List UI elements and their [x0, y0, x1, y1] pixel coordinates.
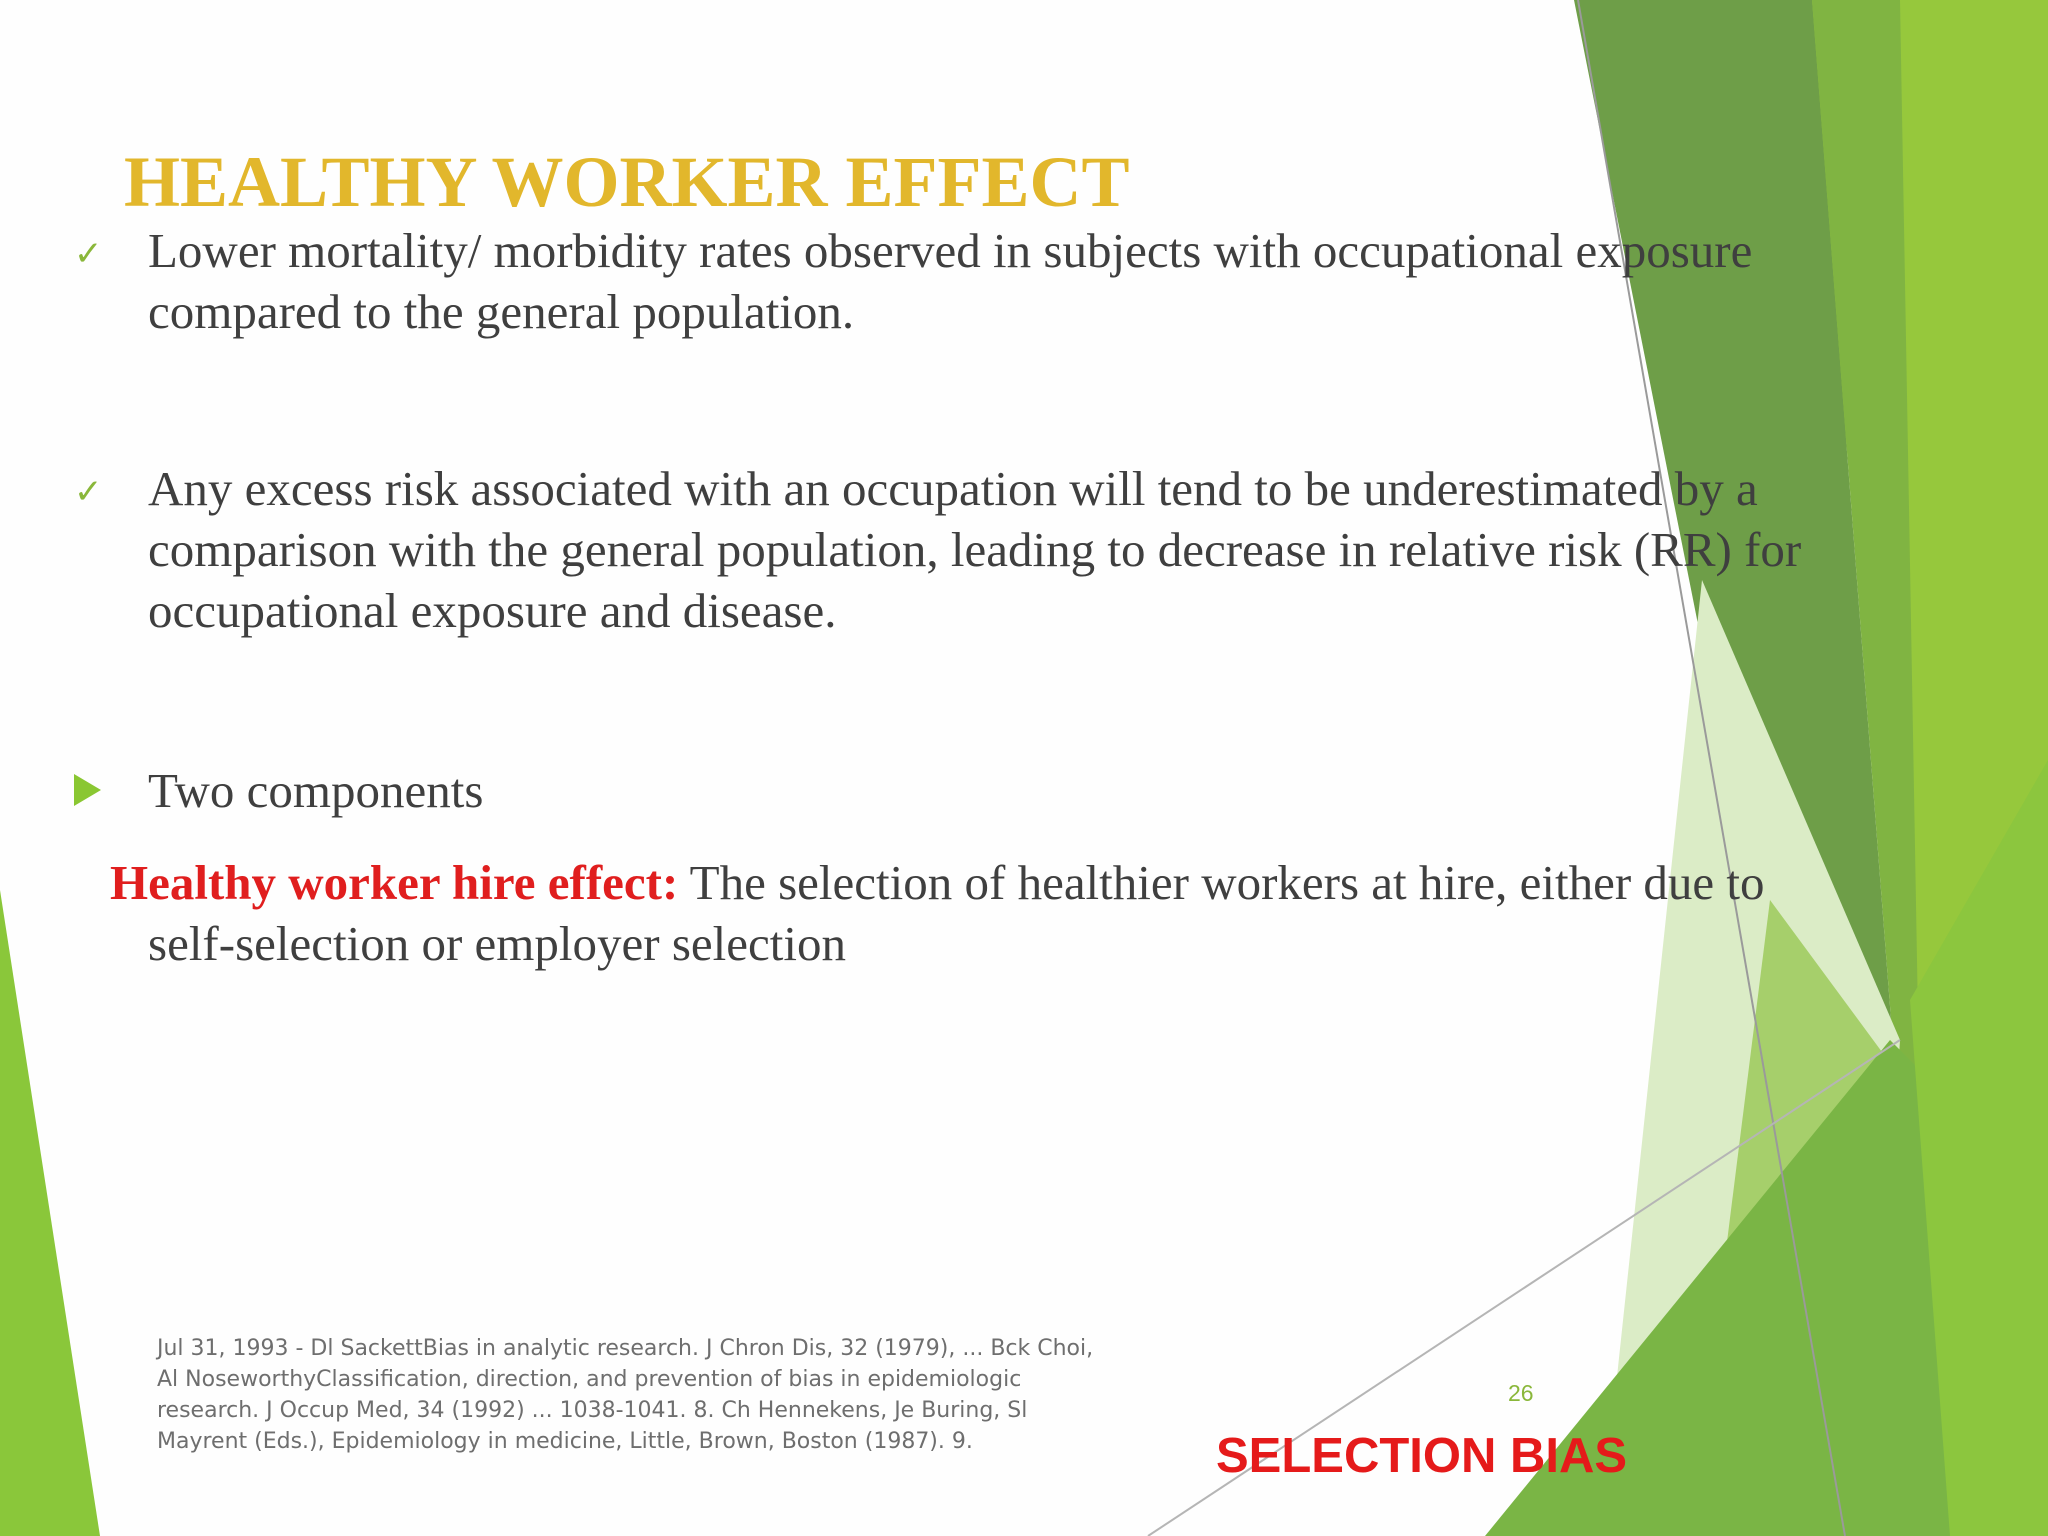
bullet-text-2: Any excess risk associated with an occupation will tend to be underestimated by a comparison with the general population, leading to decrease in relative risk (RR) for occupational exposure and disease.	[148, 461, 1802, 638]
left-green-band	[0, 890, 100, 1536]
reference-line: Mayrent (Eds.), Epidemiology in medicine, Little, Brown, Boston (1987). 9.	[157, 1429, 973, 1454]
checkmark-icon: ✓	[74, 472, 103, 512]
hire-effect-text-line1: The selection of healthier workers at hire, either due to	[678, 855, 1765, 910]
footer-label: SELECTION BIAS	[1216, 1429, 1628, 1483]
reference-line: Al NoseworthyClassification, direction, and prevention of bias in epidemiologic	[157, 1367, 1022, 1392]
bullet-item-2	[74, 458, 1904, 641]
checkmark-icon: ✓	[74, 234, 103, 274]
bullet-item-1	[74, 220, 1904, 342]
reference-line: research. J Occup Med, 34 (1992) ... 1038-1041. 8. Ch Hennekens, Je Buring, Sl	[157, 1398, 1028, 1423]
bullet-text-1: Lower mortality/ morbidity rates observed in subjects with occupational exposure compared to the general population.	[148, 223, 1753, 339]
bullet-item-3	[74, 760, 1904, 821]
slide-title: HEALTHY WORKER EFFECT	[124, 142, 1130, 222]
reference-note	[157, 1333, 1177, 1457]
bullet-text-3: Two components	[148, 763, 484, 818]
reference-line: Jul 31, 1993 - Dl SackettBias in analytic research. J Chron Dis, 32 (1979), ... Bck Choi,	[157, 1336, 1094, 1361]
hire-effect-label: Healthy worker hire effect:	[110, 855, 679, 910]
triangle-bullet-icon	[74, 774, 101, 806]
page-number: 26	[1508, 1380, 1534, 1406]
hire-effect-paragraph	[110, 852, 1850, 974]
hire-effect-text-line2: self-selection or employer selection	[148, 916, 846, 971]
